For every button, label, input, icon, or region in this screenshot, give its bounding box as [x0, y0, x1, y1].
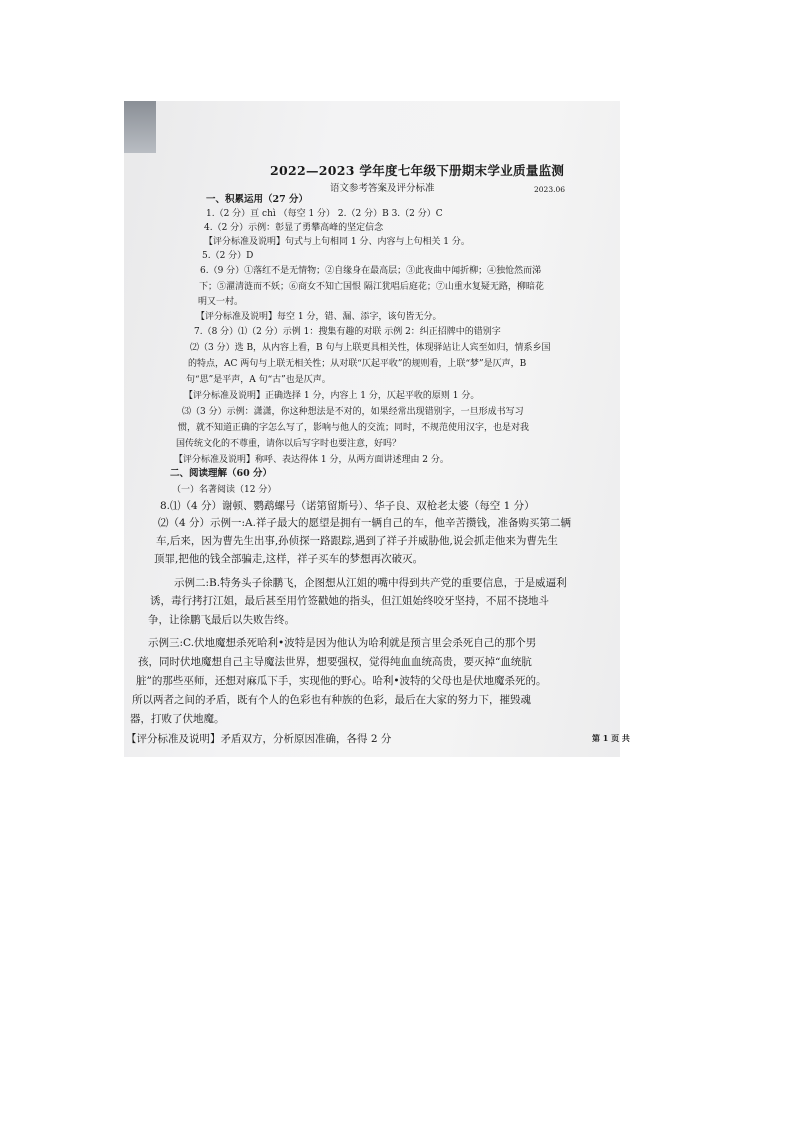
answer-line: 4.（2 分）示例：彰显了勇攀高峰的坚定信念 [204, 223, 384, 233]
answer-line: 7.（8 分）⑴（2 分）示例 1：搜集有趣的对联 示例 2：纠正招牌中的错别字 [194, 327, 501, 337]
scoring-note: 【评分标准及说明】矛盾双方，分析原因准确，各得 2 分 [126, 733, 392, 745]
answer-line: ⑵（4 分）示例一:A.祥子最大的愿望是拥有一辆自己的车，他辛苦攒钱，准备购买第二辆 [158, 517, 571, 529]
answer-line: 国传统文化的不尊重，请你以后写字时也要注意，好吗？ [176, 439, 402, 449]
scoring-note: 【评分标准及说明】称呼、表达得体 1 分，从两方面讲述理由 2 分。 [174, 455, 449, 465]
scoring-note: 【评分标准及说明】句式与上句相同 1 分、内容与上句相关 1 分。 [204, 237, 470, 247]
sub-heading: （一）名著阅读（12 分） [172, 485, 277, 495]
document-title: 2022—2023 学年度七年级下册期末学业质量监测 [270, 163, 565, 178]
answer-line: 车,后来，因为曹先生出事,孙侦探一路跟踪,遇到了祥子并威胁他,说会抓走他来为曹先生 [156, 535, 558, 547]
section-heading: 二、阅读理解（60 分） [170, 468, 273, 479]
answer-line: 5.（2 分）D [202, 251, 254, 261]
answer-line: 8.⑴（4 分）谢顿、鹦鹉螺号（诺第留斯号）、华子良、双枪老太婆（每空 1 分） [160, 500, 535, 512]
answer-line: 下；⑤濯清涟而不妖；⑥商女不知亡国恨 隔江犹唱后庭花；⑦山重水复疑无路，柳暗花 [199, 282, 544, 292]
answer-line: 惯，就不知道正确的字怎么写了，影响与他人的交流；同时，不规范使用汉字，也是对我 [178, 423, 530, 433]
answer-sheet [124, 101, 630, 757]
answer-line: 脏”的那些巫师，还想对麻瓜下手，实现他的野心。哈利•波特的父母也是伏地魔杀死的。 [136, 675, 547, 687]
answer-line: 诱，毒行拷打江姐，最后甚至用竹签戳她的指头，但江姐始终咬牙坚持，不屈不挠地斗 [150, 595, 549, 607]
answer-line: 明又一村。 [198, 297, 244, 307]
answer-line: 1.（2 分）亘 chì （每空 1 分） 2.（2 分）B 3.（2 分）C [206, 209, 443, 219]
document-subtitle: 语文参考答案及评分标准 [330, 183, 435, 194]
answer-line: ⑵（3 分）选 B，从内容上看，B 句与上联更具相关性，体现驿站让人宾至如归，情系乡国 [190, 343, 551, 353]
answer-line: 6.（9 分）①落红不是无情物；②自缘身在最高层；③此夜曲中闻折柳；④独怆然而涕 [200, 266, 542, 276]
answer-line: 顶罪,把他的钱全部骗走,这样，祥子买车的梦想再次破灭。 [154, 553, 424, 565]
answer-line: 孩，同时伏地魔想自己主导魔法世界，想要强权，觉得纯血血统高贵，要灭掉“血统肮 [138, 656, 532, 668]
scoring-note: 【评分标准及说明】正确选择 1 分，内容上 1 分，仄起平收的原则 1 分。 [184, 391, 480, 401]
document-photo [124, 101, 630, 757]
scoring-note: 【评分标准及说明】每空 1 分，错、漏、添字，该句皆无分。 [196, 312, 442, 322]
section-heading: 一、积累运用（27 分） [206, 194, 309, 205]
page-number: 第 1 页 共 [592, 733, 630, 743]
answer-line: 的特点，AC 两句与上联无相关性；从对联“仄起平收”的规则看，上联“梦”是仄声，B [188, 359, 527, 369]
answer-line: 争，让徐鹏飞最后以失败告终。 [148, 614, 295, 626]
answer-line: 示例二:B.特务头子徐鹏飞，企图想从江姐的嘴中得到共产党的重要信息，于是威逼利 [174, 577, 567, 589]
answer-line: 句“思”是平声，A 句“古”也是仄声。 [186, 375, 331, 385]
answer-line: 所以两者之间的矛盾，既有个人的色彩也有种族的色彩，最后在大家的努力下，摧毁魂 [132, 694, 531, 706]
document-date: 2023.06 [534, 185, 566, 194]
answer-line: ⑶（3 分）示例：潇潇，你这种想法是不对的，如果经常出现错别字，一旦形成书写习 [182, 407, 524, 417]
answer-line: 示例三:C.伏地魔想杀死哈利•波特是因为他认为哈利就是预言里会杀死自己的那个男 [148, 637, 537, 649]
answer-line: 器，打败了伏地魔。 [130, 713, 225, 725]
